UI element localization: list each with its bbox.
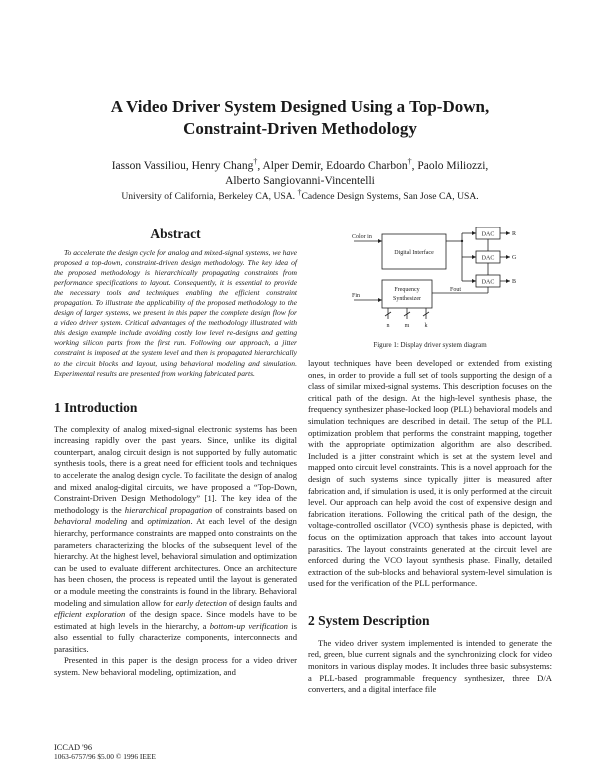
authors-line-2: Alberto Sangiovanni-Vincentelli	[225, 175, 375, 187]
bus-m-label: m	[404, 323, 410, 329]
dagger-mark: †	[407, 157, 412, 167]
authors-line-1: Iasson Vassiliou, Henry Chang†, Alper Demir, Edoardo Charbon†, Paolo Miliozzi,	[111, 157, 489, 172]
left-column	[54, 225, 297, 679]
footer	[54, 743, 156, 761]
figure-caption: Figure 1: Display driver system diagram	[373, 341, 487, 349]
dac-label: DAC	[481, 231, 495, 238]
output-g-label: G	[512, 255, 517, 261]
dac-label: DAC	[481, 255, 495, 262]
venue-label: ICCAD '96	[54, 743, 93, 752]
frequency-synthesizer-block	[382, 280, 432, 308]
dagger-mark: †	[297, 187, 302, 197]
copyright-line: 1063-6757/96 $5.00 © 1996 IEEE	[54, 752, 156, 761]
paper-title	[0, 96, 600, 140]
output-r-label: R	[512, 231, 517, 237]
intro-continuation: layout techniques have been developed or extended from existing ones, in order to provide a full set of tools supporting the design of a class of similar mixed-signal systems. This description focuses on the critical path of the design. At the high-level synthesis phase, the frequency synthesizer phase-locked loop (PLL) behavioral models and simulation techniques are described in detail. The setup of the PLL optimization problem that performs the constraint mapping, together with the appropriate optimization algorithm are also described. Included is a jitter constraint which is set at the system level and mapped onto circuit level constraints. This is a novel approach for the design of such systems since typically jitter is measured after fabrication and, if simulation is used, it is only performed at the circuit level. Our approach can help avoid the cost of expensive design and fabrication iterations. Following the critical path of the design, the voltage-controlled oscillator (VCO) synthesis phase is depicted, with focus on the optimization approach that takes into account layout parasitics. The layout constraints generated at the circuit level are enforced during the VCO layout synthesis phase. Finally, detailed extraction of the sub-blocks and behavioral system-level simulation is used for the verification of the PLL performance.	[308, 358, 552, 589]
abstract-heading: Abstract	[150, 226, 201, 241]
intro-paragraph-2: Presented in this paper is the design process for a video driver system. New behavioral modeling, optimization, and	[54, 655, 297, 678]
affiliations: University of California, Berkeley CA, USA. †Cadence Design Systems, San Jose CA, USA.	[121, 187, 479, 202]
system-paragraph: The video driver system implemented is intended to generate the red, green, blue current signals and the synchronizing clock for video monitors in various display modes. It includes three basic subsystems: a PLL-based programmable frequency synthesizer, three D/A converters, and a digital interface file	[308, 637, 552, 695]
title-line-2: Constraint-Driven Methodology	[183, 119, 417, 138]
system-heading: 2 System Description	[308, 612, 430, 628]
fout-label: Fout	[450, 287, 462, 293]
system-diagram	[352, 227, 522, 335]
title-line-1: A Video Driver System Designed Using a Top-Down,	[110, 97, 490, 116]
freq-synth-label-1: Frequency	[394, 287, 420, 293]
color-in-label: Color in	[352, 234, 372, 240]
output-b-label: B	[512, 279, 517, 285]
fin-label: Fin	[352, 293, 361, 299]
digital-interface-label: Digital Interface	[394, 250, 434, 256]
author-list	[0, 159, 600, 189]
freq-synth-label-2: Synthesizer	[393, 296, 421, 302]
intro-paragraph-1: The complexity of analog mixed-signal electronic systems has been increasing rapidly over the past years. Since, unlike its digital counterpart, analog circuit design is not supported by fully automatic synthesis tools, there is a great need for efficient tools and techniques to accelerate the analog design cycle. To facilitate the design of analog and mixed analog-digital circuits, we have proposed a “Top-Down, Constraint-Driven Design Methodology” [1]. The key idea of the methodology is the hierarchical propagation of constraints based on behavioral modeling and optimization. At each level of the design hierarchy, performance constraints are mapped onto constraints on the parameters characterizing the blocks of the subsequent level of the hierarchy. At the highest level, behavioral simulation and optimization can be used to evaluate different architectures. Once an architecture has been chosen, the process is repeated until the layout is generated or a module meeting the constraints is found in the library. Behavioral modeling and simulation allow for early detection of design faults and efficient exploration of the design space. Since models have to be estimated at high levels in the hierarchy, a bottom-up verification is also essential to fully characterize components, interconnects and parasitics.	[54, 423, 297, 654]
abstract-text: To accelerate the design cycle for analog and mixed-signal systems, we have proposed a top-down, constraint-driven design methodology. The key idea of the proposed methodology is hierarchically propagating constraints from performance specifications to layout. Consequently, it is essential to provide the necessary tools and techniques enabling the efficient constraint propagation. To illustrate the applicability of the proposed methodology to the design of larger systems, we present in this paper the complete design flow for a video driver system. Critical advantages of the methodology illustrated with this design example include avoiding costly low level re-designs and getting working silicon parts from the first run. Following our approach, a jitter constraint is imposed at the system level and then is propagated hierarchically to the circuit blocks and layout, using behavioral modeling and simulation. Experimental results are presented from working fabricated parts.	[54, 248, 297, 378]
right-column	[308, 358, 552, 696]
dac-label: DAC	[481, 279, 495, 286]
dagger-mark: †	[253, 157, 258, 167]
bus-k-label: k	[424, 323, 428, 329]
intro-heading: 1 Introduction	[54, 399, 138, 415]
bus-n-label: n	[386, 323, 390, 329]
